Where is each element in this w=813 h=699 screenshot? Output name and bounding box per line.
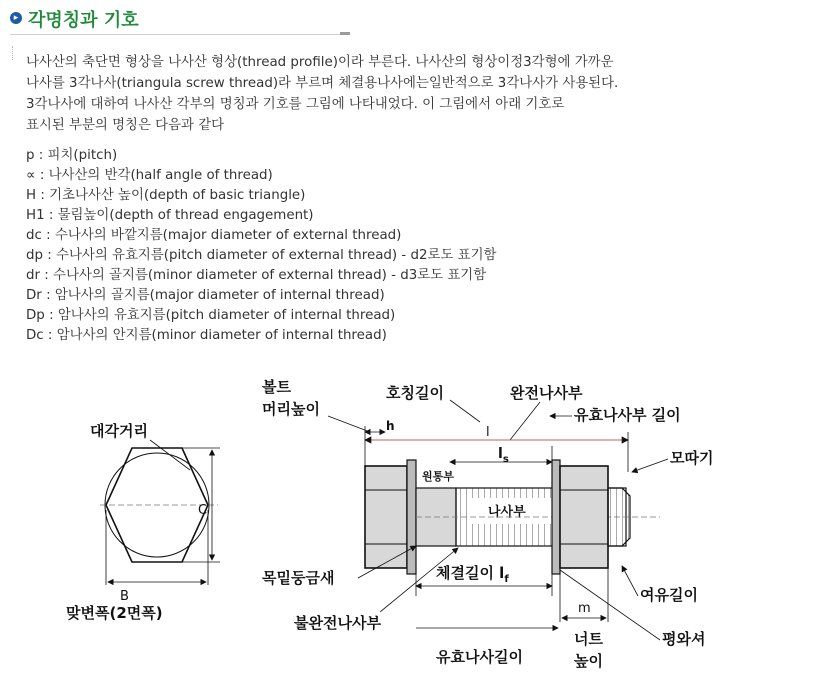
intro-paragraph — [26, 52, 786, 136]
plain-washer — [552, 460, 560, 574]
bolt-end-chamfer — [608, 488, 630, 546]
under-head-washer — [407, 460, 416, 574]
bolt-side-view — [261, 378, 713, 670]
definition-item: dc : 수나사의 바깥지름(major diameter of external thread) — [26, 228, 402, 243]
title-divider-accent — [340, 32, 350, 35]
definition-item: p : 피치(pitch) — [26, 148, 118, 163]
nut-height-label-1: 너트 — [574, 630, 603, 648]
definition-item: H : 기초나사산 높이(depth of basic triangle) — [26, 188, 306, 203]
arrow-right-icon: ▸ — [10, 12, 22, 24]
incomplete-thread-label: 불완전나사부 — [294, 614, 381, 632]
engagement-length-label: 체결길이 $l_f$ — [436, 564, 509, 585]
head-height-label-2: 머리높이 — [262, 400, 320, 418]
m-label: m — [578, 601, 591, 616]
shank-label: 원통부 — [422, 470, 454, 483]
bolt-diagram-svg — [40, 360, 800, 690]
bolt-diagram — [40, 360, 800, 690]
bolt-head — [365, 466, 407, 568]
symbol-definitions-list — [26, 146, 786, 346]
complete-thread-label: 완전나사부 — [510, 384, 583, 402]
hex-corner-leader — [150, 440, 190, 470]
hex-c-label: C — [198, 503, 208, 518]
h-label: h — [386, 419, 395, 433]
intro-line: 나사산의 축단면 형상을 나사산 형상(thread profile)이라 부른다. 나사산의 형상이정3각형에 가까운 — [26, 55, 614, 70]
effective-thread-length-label: 유효나사부 길이 — [574, 406, 681, 424]
intro-line: 나사를 3각나사(triangula screw thread)라 부르며 체결용나사에는일반적으로 3각나사가 사용된다. — [26, 76, 619, 91]
l-label: l — [486, 425, 490, 440]
title-divider — [10, 34, 340, 35]
hex-b-label: B — [120, 589, 129, 604]
chamfer-label: 모따기 — [670, 449, 714, 467]
section-header — [10, 6, 350, 38]
intro-line: 3각나사에 대하여 나사산 각부의 명칭과 기호를 그림에 나타내었다. 이 그림에서 아래 기호로 — [26, 97, 565, 112]
definition-item: Dc : 암나사의 안지름(minor diameter of internal thread) — [26, 328, 387, 343]
definition-item: Dp : 암나사의 유효지름(pitch diameter of internal thread) — [26, 308, 396, 323]
plain-washer-label: 평와셔 — [662, 630, 706, 648]
hex-across-corners-label: 대각거리 — [90, 422, 148, 440]
spare-length-label: 여유길이 — [640, 586, 698, 604]
definition-item: Dr : 암나사의 골지름(major diameter of internal thread) — [26, 288, 385, 303]
intro-line: 표시된 부분의 명칭은 다음과 같다 — [26, 118, 225, 133]
nut — [560, 466, 608, 568]
effective-thread-length-label-2: 유효나사길이 — [436, 648, 523, 666]
section-title: 각명칭과 기호 — [28, 10, 139, 31]
nominal-length-label: 호칭길이 — [386, 384, 444, 402]
under-head-washer-label: 목밑둥금새 — [262, 569, 335, 587]
definition-item: dp : 수나사의 유효지름(pitch diameter of external thread) - d2로도 표기함 — [26, 248, 497, 263]
nut-height-label-2: 높이 — [574, 652, 603, 670]
thread-part-label: 나사부 — [488, 505, 526, 520]
dotted-marker — [12, 46, 15, 60]
ls-label: $l_s$ — [498, 446, 509, 465]
definition-item: dr : 수나사의 골지름(minor diameter of external thread) - d3로도 표기함 — [26, 268, 487, 283]
hex-across-flats-label: 맞변폭(2면폭) — [66, 604, 163, 622]
definition-item: ∝ : 나사산의 반각(half angle of thread) — [26, 168, 273, 183]
definition-item: H1 : 물림높이(depth of thread engagement) — [26, 208, 314, 223]
head-height-label-1: 볼트 — [262, 378, 291, 396]
hex-head-view — [66, 422, 220, 622]
